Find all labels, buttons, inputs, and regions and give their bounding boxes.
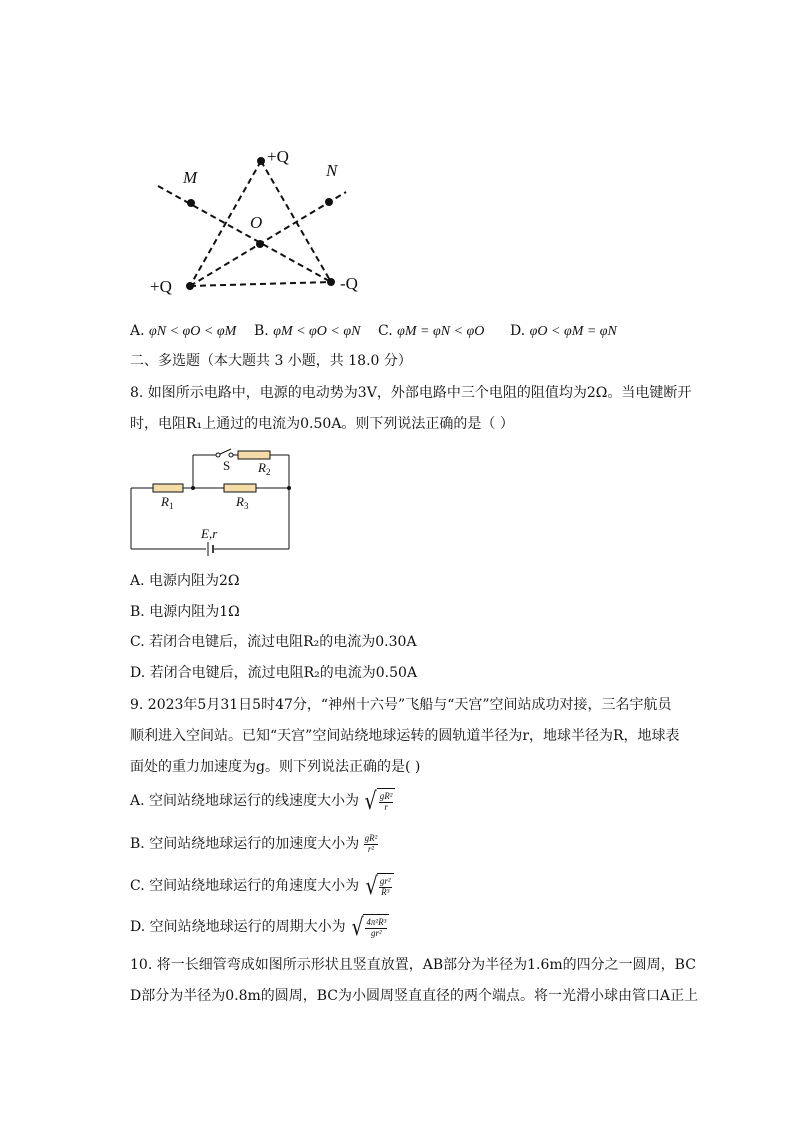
charge-triangle-figure [140, 140, 380, 310]
q9-option-b-formula: $\frac{\text{gR²}}{\text{r²}}$ [364, 833, 378, 854]
q9-stem-line3: 面处的重力加速度为g。则下列说法正确的是( ) [130, 759, 421, 775]
q7-option-d-expr: φO < φM = φN [529, 324, 617, 339]
line-through-N [190, 192, 346, 286]
label-O: O [250, 213, 263, 232]
q9-option-b[interactable]: B. 空间站绕地球运行的加速度大小为 $\frac{\text{gR²}}{\text{r²}}$ [130, 833, 378, 854]
q8-stem-line1: 8. 如图所示电路中，电源的电动势为3V，外部电路中三个电阻的阻值均为2Ω。当电键断开 [130, 385, 692, 401]
label-plus-q-top: +Q [267, 147, 289, 166]
q7-option-b-expr: φM < φO < φN [273, 324, 361, 339]
q9-option-d-formula: √ $\frac{\text{4π²R³}}{\text{gr²}}$ [350, 914, 389, 940]
q8-option-c[interactable]: C. 若闭合电键后，流过电阻R₂的电流为0.30A [130, 634, 417, 650]
resistor-r3 [224, 484, 256, 492]
label-switch-s: S [223, 458, 231, 473]
label-M: M [183, 168, 198, 187]
label-N: N [326, 161, 338, 180]
q9-option-c-formula: √ $\frac{\text{gr²}}{\text{R³}}$ [364, 873, 394, 899]
point-O-dot [256, 240, 264, 248]
q7-option-a-expr: φN < φO < φM [149, 324, 237, 339]
label-plus-q-left: +Q [150, 277, 172, 296]
charge-top-dot [257, 157, 265, 165]
q7-options [130, 324, 617, 339]
resistor-r1 [153, 484, 183, 492]
section2-heading: 二、多选题（本大题共 3 小题，共 18.0 分） [130, 353, 412, 369]
label-r1: $R_1$ [161, 494, 174, 511]
q7-option-c-expr: φM = φN < φO [397, 324, 485, 339]
q8-option-a[interactable]: A. 电源内阻为2Ω [130, 573, 240, 589]
q7-option-b[interactable]: B. φM < φO < φN [254, 323, 361, 339]
label-r2: $R_2$ [258, 460, 271, 477]
q8-stem-line2: 时，电阻R₁上通过的电流为0.50A。则下列说法正确的是（ ） [130, 416, 514, 432]
line-through-M [158, 186, 331, 282]
charge-right-dot [327, 278, 335, 286]
q9-stem-line2: 顺利进入空间站。已知“天宫”空间站绕地球运转的圆轨道半径为r，地球半径为R，地球表 [130, 728, 680, 744]
q8-circuit-diagram [126, 446, 296, 556]
q9-stem-line1: 9. 2023年5月31日5时47分，“神州十六号”飞船与“天宫”空间站成功对接，三名宇航员 [130, 697, 672, 713]
q7-option-a[interactable]: A. φN < φO < φM [130, 323, 237, 339]
point-M-dot [187, 199, 195, 207]
label-emf: E,r [201, 526, 218, 541]
switch-s-contact-right[interactable] [229, 453, 233, 457]
q8-option-b[interactable]: B. 电源内阻为1Ω [130, 604, 240, 620]
q9-option-c[interactable]: C. 空间站绕地球运行的角速度大小为 √ $\frac{\text{gr²}}{\text{R³}}$ [130, 873, 394, 899]
switch-s-contact-left[interactable] [216, 453, 220, 457]
q10-stem-line2: D部分为半径为0.8m的圆周，BC为小圆周竖直直径的两个端点。将一光滑小球由管口A正上 [130, 988, 699, 1004]
q8-option-d[interactable]: D. 若闭合电键后，流过电阻R₂的电流为0.50A [130, 665, 418, 681]
q7-option-d[interactable]: D. φO < φM = φN [510, 323, 617, 339]
q10-stem-line1: 10. 将一长细管弯成如图所示形状且竖直放置，AB部分为半径为1.6m的四分之一圆周，BC [130, 957, 696, 973]
q7-option-c[interactable]: C. φM = φN < φO [378, 323, 485, 339]
label-r3: $R_3$ [236, 494, 249, 511]
resistor-r2 [238, 451, 270, 459]
point-N-dot [325, 198, 333, 206]
triangle-edge-bottom [190, 282, 331, 286]
q9-option-a[interactable]: A. 空间站绕地球运行的线速度大小为 √ $\frac{\text{gR²}}{r}$ [130, 788, 395, 814]
charge-left-dot [186, 282, 194, 290]
label-minus-q-right: -Q [340, 274, 358, 293]
q9-option-d[interactable]: D. 空间站绕地球运行的周期大小为 √ $\frac{\text{4π²R³}}{\text{gr²}}$ [130, 914, 389, 940]
q9-option-a-formula: √ $\frac{\text{gR²}}{r}$ [363, 788, 395, 814]
